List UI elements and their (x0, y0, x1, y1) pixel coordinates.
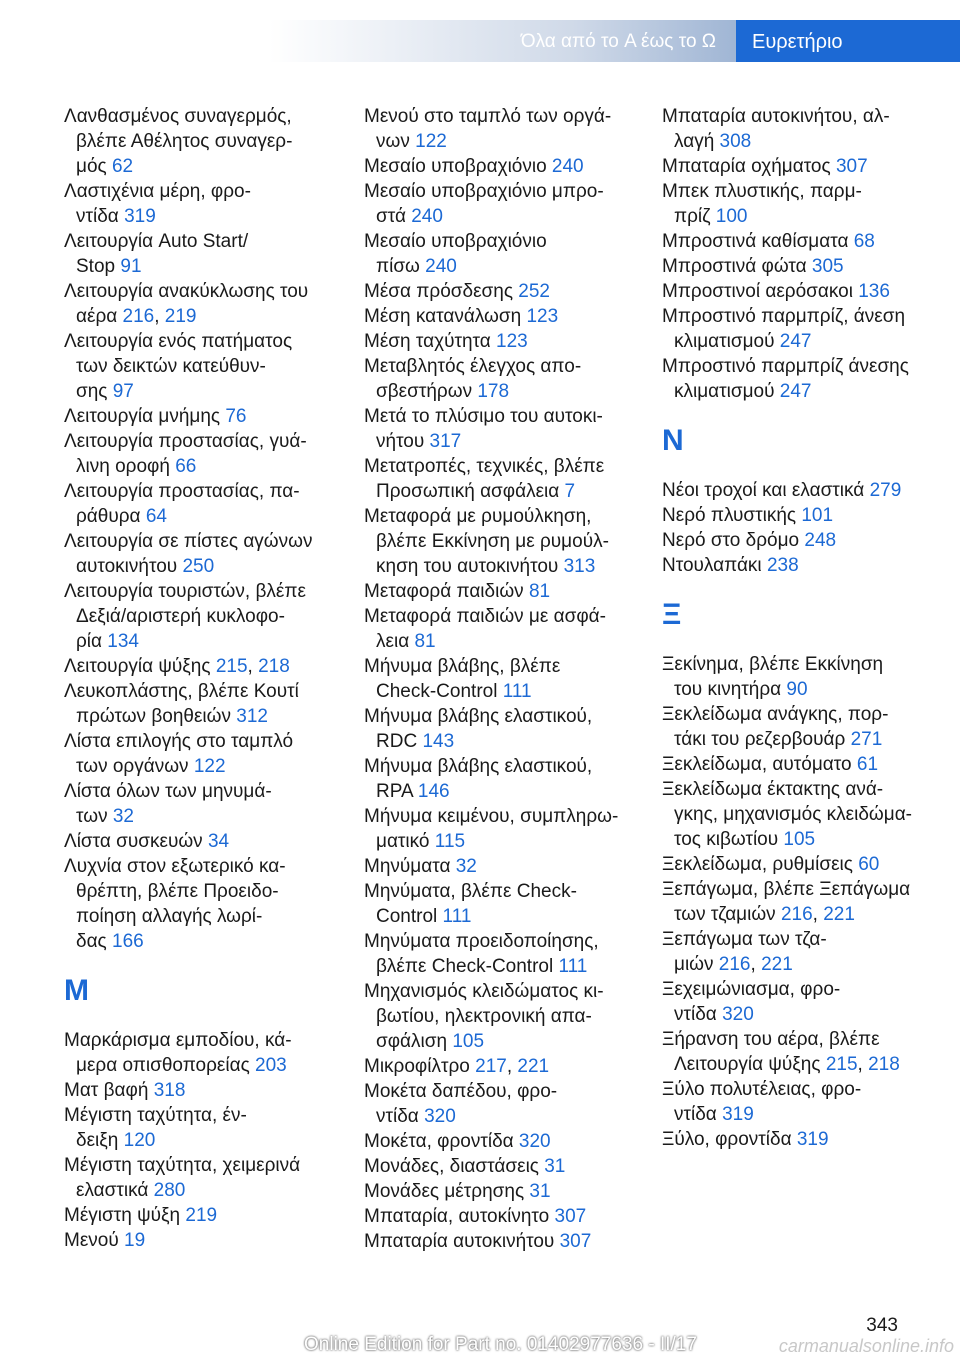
entry-text: Μέγιστη ψύξη (64, 1205, 186, 1226)
index-entry (64, 104, 339, 179)
entry-text: Λειτουργία σε πίστες αγώνων (64, 531, 313, 552)
page-link[interactable]: 68 (853, 231, 875, 252)
entry-text: Μέση ταχύτητα (364, 331, 497, 352)
index-entry: Μικροφίλτρο 217, 221 (364, 1056, 550, 1077)
page-link[interactable]: 91 (120, 256, 142, 277)
page-link[interactable]: 32 (455, 856, 477, 877)
page-link[interactable]: 319 (124, 206, 156, 227)
entry-text: Μπροστινό παρμπρίζ άνεσης (662, 356, 909, 377)
page-link[interactable]: 218 (868, 1054, 900, 1075)
page-link[interactable]: 134 (107, 631, 139, 652)
page-link[interactable]: 120 (123, 1130, 156, 1151)
entry-text: Λειτουργία τουριστών, βλέπε (64, 581, 306, 602)
entry-text: Μπαταρία αυτοκινήτου, αλ‐ (662, 106, 890, 127)
index-entry (662, 1077, 937, 1127)
entry-text: Μήνυμα βλάβης ελαστικού, (364, 706, 593, 727)
entry-text: βλέπε Εκκίνηση με ρυμούλ‐ (376, 531, 609, 552)
entry-text: Νέοι τροχοί και ελαστικά (662, 480, 870, 501)
page-link[interactable]: 238 (766, 555, 799, 576)
page-link[interactable]: 216 (718, 954, 751, 975)
index-entry (662, 977, 937, 1027)
index-entry (64, 1203, 339, 1228)
index-entry (662, 179, 937, 229)
page-link[interactable]: 143 (422, 731, 455, 752)
entry-text: Check-Control (376, 681, 503, 702)
entry-text: γκης, μηχανισμός κλειδώμα‐ (674, 804, 913, 825)
page-link[interactable]: 240 (411, 206, 443, 227)
index-entry (662, 1127, 937, 1152)
entry-text: δας (76, 931, 112, 952)
index-entry: Ξεπάγωμα των τζα‐ μιών 216, 221 (662, 929, 827, 975)
entry-text: Μετά το πλύσιμο του αυτοκι‐ (364, 406, 603, 427)
index-entry (662, 852, 937, 877)
entry-text: Μαρκάρισμα εμποδίου, κά‐ (64, 1030, 292, 1051)
entry-text: σβεστήρων (376, 381, 478, 402)
entry-text: Λίστα επιλογής στο ταμπλό (64, 731, 294, 752)
page-link[interactable]: 62 (111, 156, 134, 177)
entry-text: Μέγιστη ταχύτητα, έν‐ (64, 1105, 247, 1126)
entry-text: Λειτουργία μνήμης (64, 406, 226, 427)
page-link[interactable]: 221 (517, 1056, 550, 1077)
entry-text: Μέσα πρόσδεσης (364, 281, 519, 302)
entry-text: Μπροστινοί αερόσακοι (662, 281, 859, 302)
entry-text: Μπαταρία, αυτοκίνητο (364, 1206, 555, 1227)
entry-text: Μπροστινά καθίσματα (662, 231, 854, 252)
index-entry (364, 879, 639, 929)
index-entry (662, 503, 937, 528)
entry-text: ελαστικά (76, 1180, 154, 1201)
page-link[interactable]: 101 (801, 505, 834, 526)
entry-text: Μεσαίο υποβραχιόνιο (364, 156, 552, 177)
index-entry (662, 777, 937, 852)
page-link[interactable]: 115 (434, 831, 466, 852)
index-entry (364, 804, 639, 854)
page-link[interactable]: 64 (145, 506, 167, 527)
index-entry (662, 553, 937, 578)
entry-text: Μήνυμα βλάβης, βλέπε (364, 656, 561, 677)
entry-text: Ματ βαφή (64, 1080, 154, 1101)
entry-text: στά (376, 206, 412, 227)
page-link[interactable]: 105 (783, 829, 816, 850)
entry-text: λεια (376, 631, 415, 652)
entry-text: βλέπε Αθέλητος συναγερ‐ (76, 131, 293, 152)
entry-text: Λειτουργία ψύξης (64, 656, 216, 677)
index-entry (64, 429, 339, 479)
page-link[interactable]: 252 (518, 281, 550, 302)
page-link[interactable]: 247 (779, 331, 812, 352)
page-link[interactable]: 320 (518, 1131, 551, 1152)
page-link[interactable]: 215 (825, 1054, 858, 1075)
entry-text: νων (376, 131, 416, 152)
entry-text: δειξη (76, 1130, 124, 1151)
page-link[interactable]: 122 (193, 756, 226, 777)
entry-text: Λειτουργία ανακύκλωσης του (64, 281, 309, 302)
entry-text: νήτου (376, 431, 430, 452)
page-link[interactable]: 111 (558, 956, 588, 977)
index-entry (64, 1078, 339, 1103)
entry-text: Μεταφορά παιδιών με ασφά‐ (364, 606, 606, 627)
entry-text: βωτίου, ηλεκτρονική απα‐ (376, 1006, 592, 1027)
page-link[interactable]: 219 (185, 1205, 218, 1226)
page-link[interactable]: 313 (563, 556, 596, 577)
index-entry (64, 1228, 339, 1253)
entry-text: ρία (76, 631, 108, 652)
page-link[interactable]: 19 (124, 1230, 146, 1251)
page-link[interactable]: 221 (761, 954, 793, 975)
index-entry (64, 729, 339, 779)
index-entry (364, 279, 639, 304)
entry-text: ντίδα (76, 206, 125, 227)
entry-text: Μπεκ πλυστικής, παρμ‐ (662, 181, 862, 202)
page-link[interactable]: 320 (722, 1004, 754, 1025)
section-letter: Ξ (662, 598, 682, 631)
entry-text: Λίστα όλων των μηνυμά‐ (64, 781, 272, 802)
index-entry (662, 304, 937, 354)
entry-text: Μηνύματα προειδοποίησης, (364, 931, 599, 952)
entry-text: σης (76, 381, 113, 402)
entry-text: κηση του αυτοκινήτου (376, 556, 564, 577)
page-link[interactable]: 60 (858, 854, 880, 875)
index-entry (364, 229, 639, 279)
entry-text: λινη οροφή (76, 456, 176, 477)
index-entry: Ξήρανση του αέρα, βλέπε Λειτουργία ψύξης 215, 218 (662, 1029, 900, 1075)
page-link[interactable]: 32 (112, 806, 134, 827)
index-entry (662, 702, 937, 752)
entry-text: Ξεκλείδωμα ανάγκης, πορ‐ (662, 704, 889, 725)
page-link[interactable]: 320 (424, 1106, 456, 1127)
page-link[interactable]: 217 (475, 1056, 507, 1077)
entry-text: Stop (76, 256, 121, 277)
entry-text: Λειτουργία ενός πατήματος (64, 331, 293, 352)
index-entry (364, 654, 639, 704)
section-letter: Ν (662, 424, 684, 457)
index-entry (364, 1079, 639, 1129)
entry-text: Μονάδες μέτρησης (364, 1181, 530, 1202)
index-entry: Λειτουργία ψύξης 215, 218 (64, 656, 290, 677)
entry-text: Λειτουργία Auto Start/ (64, 231, 249, 252)
page-link[interactable]: 90 (786, 679, 808, 700)
entry-text: πρώτων βοηθειών (76, 706, 237, 727)
page-link[interactable]: 240 (425, 256, 457, 277)
index-entry (64, 404, 339, 429)
entry-text: πρίζ (674, 206, 716, 227)
entry-text: Μονάδες, διαστάσεις (364, 1156, 545, 1177)
index-entry: Ξεπάγωμα, βλέπε Ξεπάγωμα των τζαμιών 216, 221 (662, 879, 911, 925)
index-entry (662, 752, 937, 777)
index-entry (364, 754, 639, 804)
page-link[interactable]: 240 (551, 156, 584, 177)
page-header (0, 20, 960, 62)
index-entry (64, 179, 339, 229)
entry-text: Ξεκίνημα, βλέπε Εκκίνηση (662, 654, 884, 675)
page-link[interactable]: 122 (415, 131, 447, 152)
page-link[interactable]: 203 (255, 1055, 287, 1076)
entry-text: Μπροστινά φώτα (662, 256, 812, 277)
page-link[interactable]: 123 (496, 331, 528, 352)
entry-text: Μηνύματα (364, 856, 456, 877)
index-entry (662, 652, 937, 702)
entry-text: τος κιβωτίου (674, 829, 784, 850)
entry-text: Μπαταρία οχήματος (662, 156, 836, 177)
entry-text: μερα οπισθοπορείας (76, 1055, 256, 1076)
entry-text: Ξεπάγωμα των τζα‐ (662, 929, 827, 950)
entry-text: θρέπτη, βλέπε Προειδο‐ (76, 881, 279, 902)
entry-text: μός (76, 156, 112, 177)
entry-text: Μενού (64, 1230, 125, 1251)
index-entry (64, 529, 339, 579)
entry-text: Λειτουργία ψύξης (674, 1054, 826, 1075)
page-link[interactable]: 61 (856, 754, 879, 775)
entry-text: Μηχανισμός κλειδώματος κι‐ (364, 981, 604, 1002)
index-entry (64, 779, 339, 829)
page-link[interactable]: 215 (215, 656, 248, 677)
entry-text: Ξύλο, φροντίδα (662, 1129, 797, 1150)
section-letter: Μ (64, 974, 89, 1007)
page-link[interactable]: 81 (528, 581, 551, 602)
page-link[interactable]: 111 (442, 906, 472, 927)
index-entry (64, 329, 339, 404)
index-entry (364, 304, 639, 329)
entry-text: Μπαταρία αυτοκινήτου (364, 1231, 560, 1252)
index-entry (64, 229, 339, 279)
page-link[interactable]: 31 (544, 1156, 566, 1177)
entry-text: Μεσαίο υποβραχιόνιο (364, 231, 547, 252)
page-link[interactable]: 219 (164, 306, 197, 327)
page-link[interactable]: 136 (858, 281, 890, 302)
entry-text: Δεξιά/αριστερή κυκλοφο‐ (76, 606, 285, 627)
page-link[interactable]: 317 (429, 431, 462, 452)
page-link[interactable]: 308 (719, 131, 752, 152)
index-entry (64, 854, 339, 954)
entry-text: ντίδα (674, 1104, 723, 1125)
page-link[interactable]: 250 (182, 556, 215, 577)
index-column-2 (364, 104, 639, 1254)
index-entry (364, 154, 639, 179)
page-link[interactable]: 216 (780, 904, 813, 925)
index-entry (662, 254, 937, 279)
index-entry (364, 579, 639, 604)
entry-text: Μήνυμα βλάβης ελαστικού, (364, 756, 593, 777)
entry-text: Μέγιστη ταχύτητα, χειμερινά (64, 1155, 301, 1176)
page-link[interactable]: 312 (236, 706, 268, 727)
index-entry (662, 104, 937, 154)
entry-text: RDC (376, 731, 423, 752)
page-link[interactable]: 221 (823, 904, 855, 925)
page-link[interactable]: 166 (112, 931, 144, 952)
index-entry (662, 279, 937, 304)
entry-text: των δεικτών κατεύθυν‐ (76, 356, 266, 377)
entry-text: Λανθασμένος συναγερμός, (64, 106, 292, 127)
entry-text: ράθυρα (76, 506, 146, 527)
header-section-link[interactable]: Όλα από το A έως το Ω (520, 31, 716, 52)
entry-text: ντίδα (674, 1004, 723, 1025)
entry-text: Control (376, 906, 443, 927)
entry-text: αυτοκινήτου (76, 556, 183, 577)
entry-text: των (76, 806, 113, 827)
page-link[interactable]: 34 (207, 831, 230, 852)
index-entry (364, 604, 639, 654)
index-entry (364, 354, 639, 404)
entry-text: Μηνύματα, βλέπε Check- (364, 881, 577, 902)
index-entry (64, 679, 339, 729)
index-entry (64, 1028, 339, 1078)
entry-text: Ξεκλείδωμα, αυτόματο (662, 754, 857, 775)
page-number: 343 (866, 1315, 898, 1336)
page-link[interactable]: 66 (175, 456, 197, 477)
page-link[interactable]: 319 (722, 1104, 754, 1125)
page-link[interactable]: 146 (417, 781, 450, 802)
entry-text: Ξύλο πολυτέλειας, φρο‐ (662, 1079, 862, 1100)
page-link[interactable]: 123 (526, 306, 559, 327)
entry-text: κλιματισμού (674, 331, 780, 352)
entry-text: Μοκέτα δαπέδου, φρο‐ (364, 1081, 558, 1102)
entry-text: Ντουλαπάκι (662, 555, 767, 576)
entry-text: λαγή (674, 131, 720, 152)
index-entry (364, 854, 639, 879)
entry-text: RPA (376, 781, 418, 802)
entry-text: ματικό (376, 831, 435, 852)
entry-text: Μετατροπές, τεχνικές, βλέπε (364, 456, 605, 477)
index-entry (364, 1204, 639, 1229)
index-entry (364, 404, 639, 454)
page-link[interactable]: 105 (452, 1031, 485, 1052)
entry-text: Μπροστινό παρμπρίζ, άνεση (662, 306, 906, 327)
entry-text: Μικροφίλτρο (364, 1056, 476, 1077)
entry-text: Προσωπική ασφάλεια (376, 481, 565, 502)
index-entry (662, 478, 937, 503)
entry-text: Λίστα συσκευών (64, 831, 208, 852)
page-link[interactable]: 248 (804, 530, 837, 551)
page-link[interactable]: 271 (850, 729, 883, 750)
index-entry (364, 179, 639, 229)
page-link[interactable]: 97 (112, 381, 134, 402)
page-link[interactable]: 280 (153, 1180, 186, 1201)
entry-text: Μεταβλητός έλεγχος απο‐ (364, 356, 582, 377)
entry-text: των τζαμιών (674, 904, 781, 925)
page-link[interactable]: 111 (502, 681, 532, 702)
entry-text: Ξεκλείδωμα, ρυθμίσεις (662, 854, 859, 875)
entry-text: Μεσαίο υποβραχιόνιο μπρο‐ (364, 181, 604, 202)
entry-text: Λειτουργία προστασίας, πα‐ (64, 481, 300, 502)
entry-text: τάκι του ρεζερβουάρ (674, 729, 851, 750)
page-link[interactable]: 319 (796, 1129, 829, 1150)
entry-text: Μεταφορά με ρυμούλκηση, (364, 506, 592, 527)
entry-text: κλιματισμού (674, 381, 780, 402)
watermark: carmanualsonline.info (778, 1336, 954, 1356)
index-entry (662, 229, 937, 254)
page-link[interactable]: 318 (153, 1080, 186, 1101)
index-entry (364, 454, 639, 504)
entry-text: μιών (674, 954, 719, 975)
index-entry (364, 104, 639, 154)
entry-text: Μήνυμα κειμένου, συμπληρω‐ (364, 806, 619, 827)
page-link[interactable]: 218 (258, 656, 290, 677)
page-link[interactable]: 279 (869, 480, 902, 501)
index-entry (64, 579, 339, 654)
entry-text: ντίδα (376, 1106, 425, 1127)
footer-edition: Online Edition for Part no. 01402977636 - II/17 (304, 1334, 697, 1355)
entry-text: των οργάνων (76, 756, 194, 777)
header-active-tab[interactable]: Ευρετήριο (736, 20, 960, 62)
entry-text: πίσω (376, 256, 426, 277)
entry-text: αέρα (76, 306, 123, 327)
page-link[interactable]: 307 (559, 1231, 592, 1252)
entry-text: Λευκοπλάστης, βλέπε Κουτί (64, 681, 299, 702)
entry-text: Ξεπάγωμα, βλέπε Ξεπάγωμα (662, 879, 911, 900)
index-entry (364, 929, 639, 979)
index-entry (662, 354, 937, 404)
index-entry (364, 1229, 639, 1254)
page-link[interactable]: 81 (414, 631, 436, 652)
index-entry (364, 329, 639, 354)
entry-text: Μέση κατανάλωση (364, 306, 527, 327)
page-link[interactable]: 307 (554, 1206, 587, 1227)
index-entry (364, 1154, 639, 1179)
entry-text: Νερό στο δρόμο (662, 530, 805, 551)
entry-text: Νερό πλυστικής (662, 505, 802, 526)
index-entry (364, 1129, 639, 1154)
index-entry (364, 504, 639, 579)
index-column-1 (64, 104, 339, 1253)
index-entry (364, 704, 639, 754)
page-link[interactable]: 305 (811, 256, 844, 277)
entry-text: Μενού στο ταμπλό των οργά‐ (364, 106, 612, 127)
index-entry (64, 479, 339, 529)
entry-text: ποίηση αλλαγής λωρί‐ (76, 906, 263, 927)
entry-text: σφάλιση (376, 1031, 453, 1052)
page-link[interactable]: 100 (715, 206, 748, 227)
page-link[interactable]: 31 (529, 1181, 551, 1202)
entry-text: Λυχνία στον εξωτερικό κα‐ (64, 856, 286, 877)
entry-text: βλέπε Check-Control (376, 956, 559, 977)
page-link[interactable]: 307 (835, 156, 868, 177)
page-link[interactable]: 178 (477, 381, 510, 402)
page-link[interactable]: 76 (225, 406, 247, 427)
page-link[interactable]: 7 (564, 481, 576, 502)
entry-text: Λειτουργία προστασίας, γυά‐ (64, 431, 307, 452)
index-entry: Λειτουργία ανακύκλωσης του αέρα 216, 219 (64, 281, 309, 327)
entry-text: Μοκέτα, φροντίδα (364, 1131, 519, 1152)
index-entry (364, 979, 639, 1054)
entry-text: Ξεκλείδωμα έκτακτης ανά‐ (662, 779, 884, 800)
index-entry (64, 1153, 339, 1203)
index-column-3 (662, 104, 937, 1152)
index-entry (364, 1179, 639, 1204)
entry-text: Λαστιχένια μέρη, φρο‐ (64, 181, 251, 202)
entry-text: Ξήρανση του αέρα, βλέπε (662, 1029, 880, 1050)
page-link[interactable]: 216 (122, 306, 155, 327)
entry-text: Μεταφορά παιδιών (364, 581, 529, 602)
entry-text: του κινητήρα (674, 679, 787, 700)
page-link[interactable]: 247 (779, 381, 812, 402)
index-entry (64, 829, 339, 854)
index-entry (662, 528, 937, 553)
index-entry (64, 1103, 339, 1153)
index-entry (662, 154, 937, 179)
entry-text: Ξεχειμώνιασμα, φρο‐ (662, 979, 841, 1000)
